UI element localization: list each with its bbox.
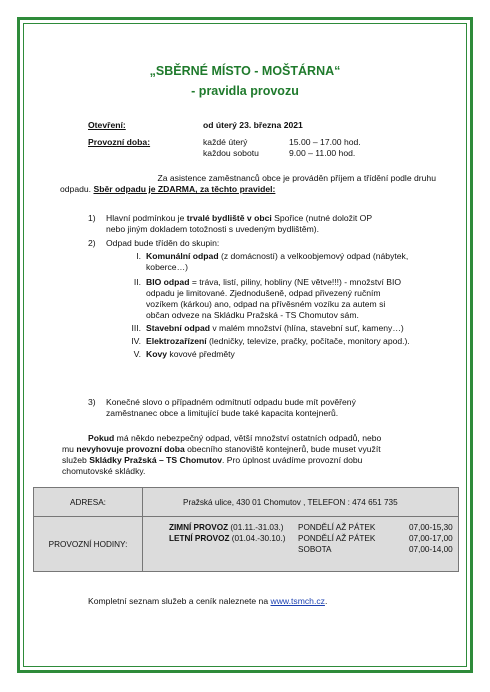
danger-line-1 [88,433,381,444]
intro-line-1: Za asistence zaměstnanců obce je prováděn příjem a třídění podle druhu [157,173,436,183]
website-link[interactable]: www.tsmch.cz [270,596,325,606]
group-i-title: Komunální odpad [146,251,219,261]
group-ii-line-2: odpadu je limitované. Zjednodušeně, odpad přivezený ručním [146,288,381,298]
address-label-cell [34,488,143,517]
hours-table-label: PROVOZNÍ HODINY: [48,539,128,549]
danger-line-2 [62,444,381,455]
winter-hours-row [169,522,284,533]
rule-1-text-a: Hlavní podmínkou je [106,213,185,223]
summer-label: LETNÍ PROVOZ [169,534,230,543]
opening-value: od úterý 23. března 2021 [203,120,303,130]
rule-3-line-1: Konečné slovo o případném odmítnutí odpadu bude mít pověřený [106,397,356,407]
danger-line-2-c: obecního stanoviště kontejnerů, bude muset využít [187,444,381,454]
page-title: „SBĚRNÉ MÍSTO - MOŠTÁRNA“ [149,64,341,78]
winter-weekdays: PONDĚLÍ AŽ PÁTEK [298,523,376,532]
danger-line-2-a: mu [62,444,74,454]
hours-label: Provozní doba: [88,137,151,147]
rule-1-number: 1) [88,213,96,223]
group-ii-number: II. [133,277,141,287]
winter-dates: (01.11.-31.03.) [230,523,284,532]
summer-dates: (01.04.-30.10.) [231,534,286,543]
danger-hours-phrase: nevyhovuje provozní doba [76,444,185,454]
danger-line-3-a: služeb [62,455,87,465]
danger-line-3-c: . Pro úplnost uvádíme provozní dobu [222,455,363,465]
opening-label: Otevření: [88,120,126,130]
address-value-cell [143,488,459,517]
group-iii-text: v malém množství (hlína, stavební suť, kameny…) [212,323,404,333]
danger-line-4: chomutovské skládky. [62,466,146,476]
group-i-text: (z domácností) a velkoobjemový odpad (nábytek, [220,251,409,261]
danger-if-word: Pokud [88,433,115,443]
rule-2-number: 2) [88,238,96,248]
hours-day-2: každou sobotu [203,148,259,158]
summer-time: 07,00-17,00 [409,534,453,543]
hours-label-cell [34,517,143,572]
address-label: ADRESA: [70,497,106,507]
footer-line [88,596,327,607]
group-iv-line [146,336,410,347]
group-v-text: kovové předměty [169,349,235,359]
rule-2-text: Odpad bude tříděn do skupin: [106,238,220,248]
winter-label: ZIMNÍ PROVOZ [169,523,229,532]
winter-time: 07,00-15,30 [409,523,453,532]
group-ii-text: = tráva, listí, piliny, hobliny (NE větve!!!) - množství BIO [191,277,402,287]
group-ii-title: BIO odpad [146,277,190,287]
saturday-time: 07,00-14,00 [409,545,453,554]
group-iv-title: Elektrozařízení [146,336,207,346]
footer-text: Kompletní seznam služeb a ceník naleznete na [88,596,269,606]
group-i-line-1 [146,251,408,262]
rule-3-line-2: zaměstnanec obce a limitující bude také kapacita kontejnerů. [106,408,339,418]
summer-hours-row [169,533,286,544]
summer-weekdays: PONDĚLÍ AŽ PÁTEK [298,534,376,543]
footer-end: . [324,596,328,606]
danger-line-1-text: má někdo nebezpečný odpad, větší množství ostatních odpadů, nebo [116,433,382,443]
intro-line-2 [60,184,275,195]
hours-day-1: každé úterý [203,137,248,147]
group-v-number: V. [133,349,141,359]
danger-landfill-name: Skládky Pražská – TS Chomutov [89,455,223,465]
rule-1-line-1 [106,213,436,224]
group-iii-line [146,323,404,334]
group-iv-text: (ledničky, televize, pračky, počítače, monitory apod.). [209,336,410,346]
danger-line-3 [62,455,362,466]
intro-rules-heading: Sběr odpadu je ZDARMA, za těchto pravidel: [93,184,276,194]
page-subtitle: - pravidla provozu [191,84,299,98]
rule-1-residence: trvalé bydliště v obci [186,213,272,223]
group-v-title: Kovy [146,349,168,359]
group-ii-line-1 [146,277,401,288]
intro-line-2-start: odpadu. [60,184,92,194]
rule-1-line-2: nebo jiným dokladem totožnosti s uvedeným bydlištěm). [106,224,320,234]
hours-value-cell [143,517,459,572]
group-v-line [146,349,235,360]
group-i-number: I. [136,251,141,261]
hours-time-2: 9.00 – 11.00 hod. [289,148,356,158]
group-iii-title: Stavební odpad [146,323,210,333]
group-iii-number: III. [131,323,141,333]
group-iv-number: IV. [131,336,141,346]
rule-1-text-c: Spořice (nutné doložit OP [274,213,373,223]
rule-3-number: 3) [88,397,96,407]
group-ii-line-4: občan odveze na Skládku Pražská - TS Chomutov sám. [146,310,359,320]
group-ii-line-3: vozíkem (kárkou) ano, odpad na přívěsném vozíku za autem si [146,299,386,309]
address-value: Pražská ulice, 430 01 Chomutov , TELEFON : 474 651 735 [183,497,398,507]
landfill-info-table [33,487,459,572]
hours-time-1: 15.00 – 17.00 hod. [289,137,361,147]
saturday-label: SOBOTA [298,545,332,554]
group-i-line-2: koberce…) [146,262,189,272]
